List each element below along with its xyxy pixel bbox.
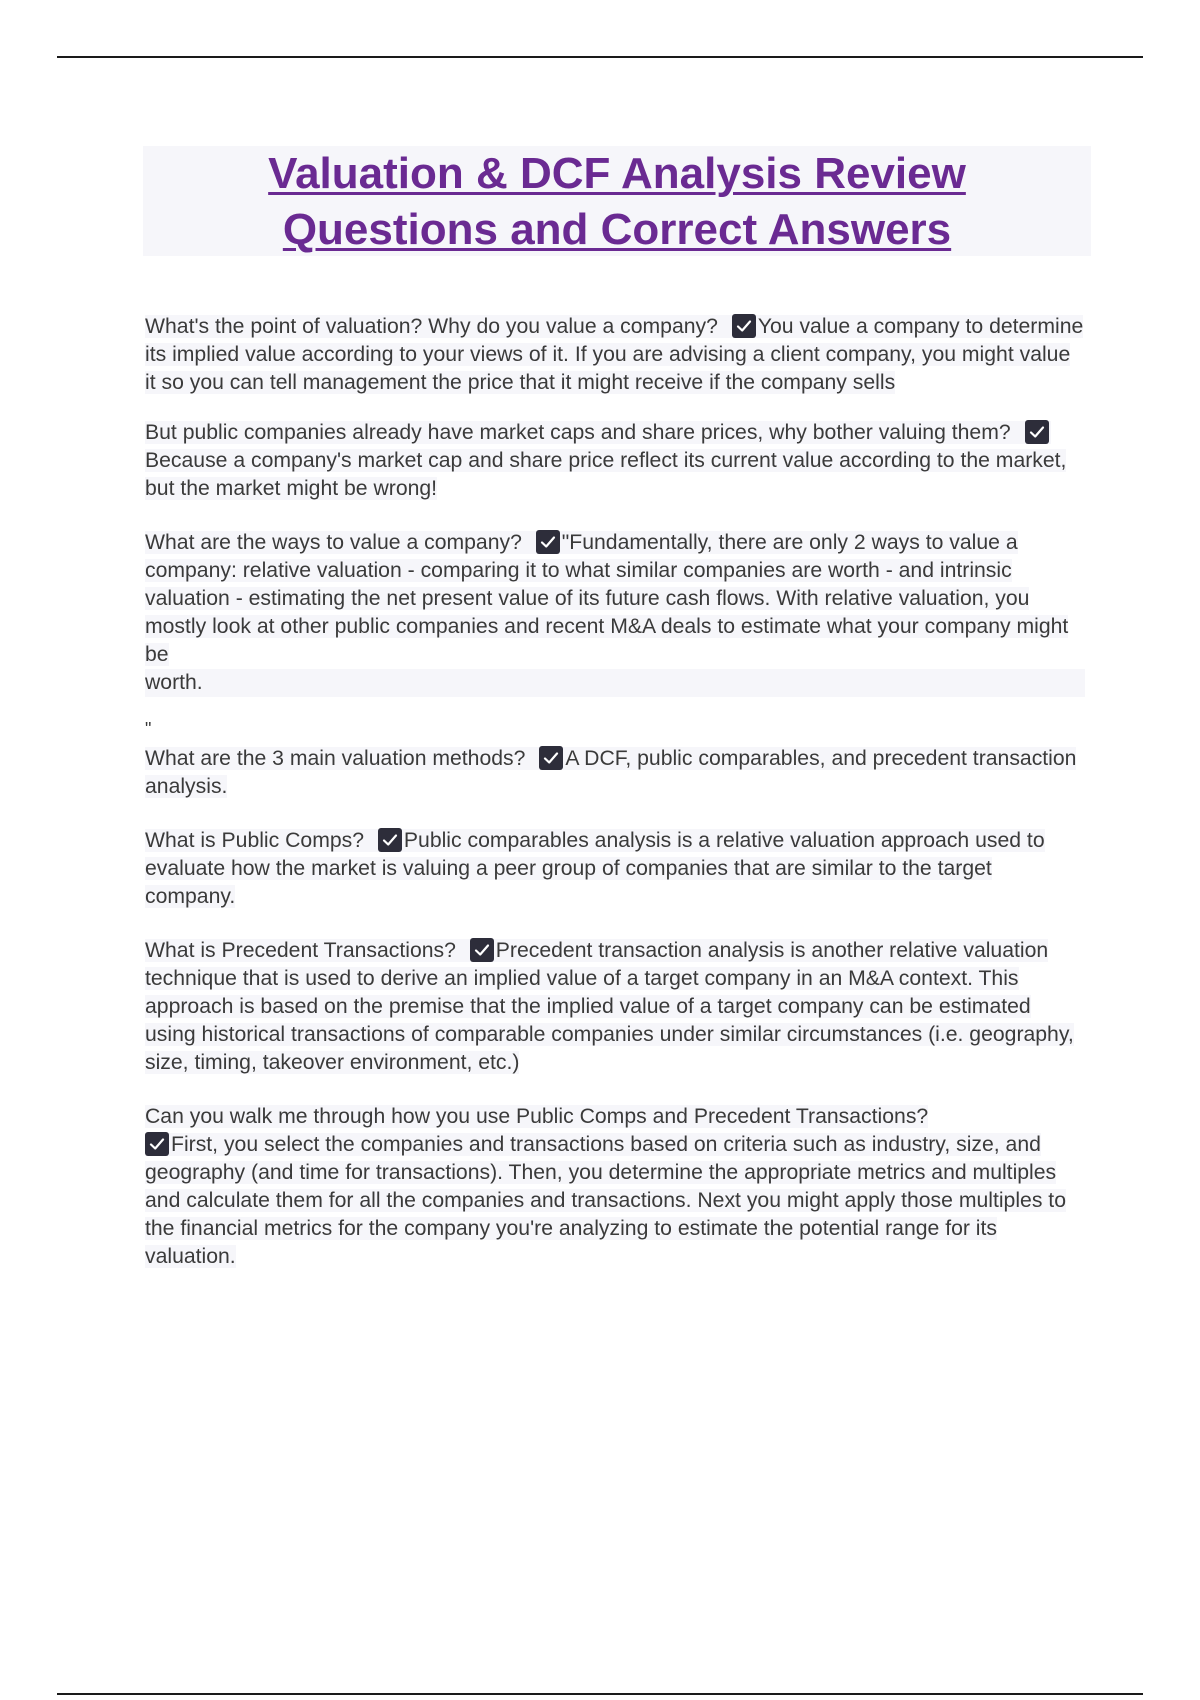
qa-item (145, 827, 1085, 911)
answer-text: Public comparables analysis is a relative valuation approach used to evaluate how the market is valuing a peer group of companies that are similar to the target company. (145, 829, 1045, 908)
qa-item (145, 529, 1085, 697)
answer-text: Precedent transaction analysis is another relative valuation technique that is used to derive an implied value of a target company in an M&A context. This approach is based on the premise that the implied value of a target company can be estimated using historical transactions of comparable companies under similar circumstances (i.e. geography, size, timing, takeover environment, etc.) (145, 939, 1074, 1074)
top-rule (57, 56, 1143, 58)
question-text: What is Precedent Transactions? (145, 939, 456, 962)
question-text: What is Public Comps? (145, 829, 365, 852)
answer-text: "Fundamentally, there are only 2 ways to value a company: relative valuation - comparing it to what similar companies are worth - and intrinsic valuation - estimating the net present value of its future cash flows. With relative valuation, you mostly look at other public companies and recent M&A deals to estimate what your company might be (145, 531, 1069, 666)
qa-item (145, 1103, 1085, 1271)
bottom-rule (57, 1693, 1143, 1695)
check-box-icon (732, 314, 756, 338)
qa-item (145, 937, 1085, 1077)
title-line-1: Valuation & DCF Analysis Review (268, 149, 966, 198)
check-box-icon (470, 938, 494, 962)
answer-text: A DCF, public comparables, and precedent transaction analysis. (145, 747, 1077, 798)
question-text: What are the 3 main valuation methods? (145, 747, 526, 770)
check-box-icon (539, 746, 563, 770)
answer-text: First, you select the companies and transactions based on criteria such as industry, size, and geography (and time for transactions). Then, you determine the appropriate metrics and multiples and calculate them for all the companies and transactions. Next you might apply those multiples to the financial metrics for the company you're analyzing to estimate the potential range for its valuation. (145, 1133, 1066, 1268)
qa-item (145, 745, 1085, 801)
question-text: What's the point of valuation? Why do you value a company? (145, 315, 718, 338)
title-line-2: Questions and Correct Answers (282, 205, 952, 254)
answer-tail-text: worth. (145, 669, 1085, 697)
qa-item (145, 419, 1085, 503)
check-box-icon (1025, 420, 1049, 444)
document-title (143, 146, 1091, 256)
stray-quote-mark: " (145, 719, 152, 739)
check-box-icon (145, 1132, 169, 1156)
question-text: Can you walk me through how you use Public Comps and Precedent Transactions? (145, 1105, 929, 1128)
answer-text: Because a company's market cap and share price reflect its current value according to the market, but the market might be wrong! (145, 449, 1067, 500)
qa-list (145, 313, 1085, 1297)
question-text: What are the ways to value a company? (145, 531, 522, 554)
answer-text: You value a company to determine its implied value according to your views of it. If you are advising a client company, you might value it so you can tell management the price that it might receive if the company sells (145, 315, 1084, 394)
check-box-icon (536, 530, 560, 554)
qa-item (145, 313, 1085, 397)
question-text: But public companies already have market caps and share prices, why bother valuing them? (145, 421, 1011, 444)
check-box-icon (378, 828, 402, 852)
